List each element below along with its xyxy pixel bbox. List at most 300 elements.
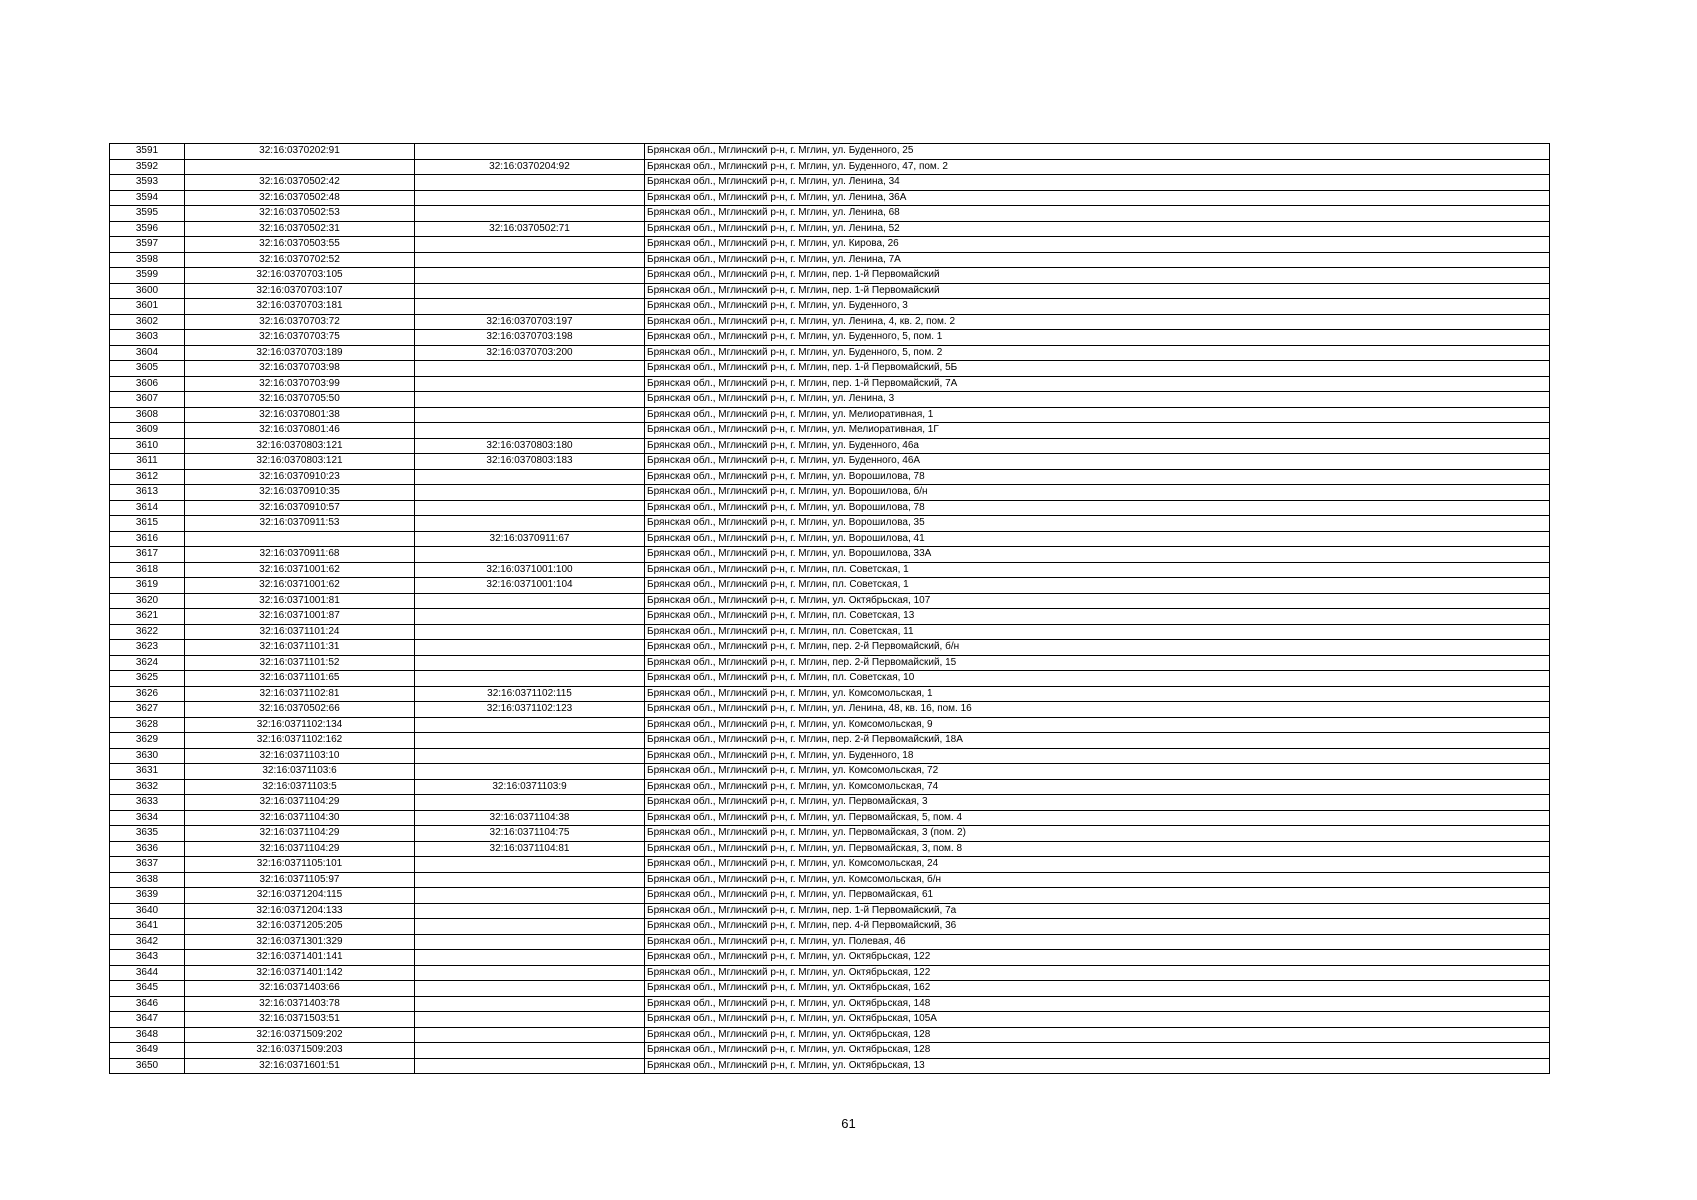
row-number-cell: 3632 <box>110 779 185 795</box>
table-row <box>110 717 1550 733</box>
table-row <box>110 810 1550 826</box>
row-number-cell: 3609 <box>110 423 185 439</box>
table-row <box>110 345 1550 361</box>
cadastral-number-cell: 32:16:0371001:81 <box>185 593 415 609</box>
row-number-cell: 3639 <box>110 888 185 904</box>
building-cadastral-number-cell <box>415 795 645 811</box>
table-row <box>110 1043 1550 1059</box>
address-cell: Брянская обл., Мглинский р-н, г. Мглин, пл. Советская, 1 <box>645 562 1550 578</box>
row-number-cell: 3637 <box>110 857 185 873</box>
cadastral-number-cell: 32:16:0371403:66 <box>185 981 415 997</box>
address-cell: Брянская обл., Мглинский р-н, г. Мглин, ул. Первомайская, 5, пом. 4 <box>645 810 1550 826</box>
building-cadastral-number-cell: 32:16:0371104:38 <box>415 810 645 826</box>
building-cadastral-number-cell <box>415 857 645 873</box>
table-row <box>110 283 1550 299</box>
address-cell: Брянская обл., Мглинский р-н, г. Мглин, пер. 2-й Первомайский, 18А <box>645 733 1550 749</box>
building-cadastral-number-cell: 32:16:0371102:123 <box>415 702 645 718</box>
address-cell: Брянская обл., Мглинский р-н, г. Мглин, ул. Октябрьская, 162 <box>645 981 1550 997</box>
cadastral-number-cell: 32:16:0371103:5 <box>185 779 415 795</box>
row-number-cell: 3625 <box>110 671 185 687</box>
table-row <box>110 314 1550 330</box>
cadastral-number-cell: 32:16:0370910:35 <box>185 485 415 501</box>
building-cadastral-number-cell <box>415 655 645 671</box>
cadastral-number-cell: 32:16:0371103:10 <box>185 748 415 764</box>
building-cadastral-number-cell <box>415 547 645 563</box>
address-cell: Брянская обл., Мглинский р-н, г. Мглин, пл. Советская, 13 <box>645 609 1550 625</box>
row-number-cell: 3643 <box>110 950 185 966</box>
cadastral-number-cell: 32:16:0371101:52 <box>185 655 415 671</box>
cadastral-number-cell: 32:16:0371403:78 <box>185 996 415 1012</box>
building-cadastral-number-cell: 32:16:0370703:200 <box>415 345 645 361</box>
building-cadastral-number-cell <box>415 516 645 532</box>
row-number-cell: 3648 <box>110 1027 185 1043</box>
table-row <box>110 888 1550 904</box>
cadastral-number-cell: 32:16:0370703:75 <box>185 330 415 346</box>
building-cadastral-number-cell <box>415 609 645 625</box>
building-cadastral-number-cell <box>415 981 645 997</box>
row-number-cell: 3612 <box>110 469 185 485</box>
building-cadastral-number-cell <box>415 268 645 284</box>
row-number-cell: 3631 <box>110 764 185 780</box>
table-row <box>110 609 1550 625</box>
row-number-cell: 3638 <box>110 872 185 888</box>
building-cadastral-number-cell: 32:16:0370703:197 <box>415 314 645 330</box>
cadastral-number-cell: 32:16:0371101:65 <box>185 671 415 687</box>
building-cadastral-number-cell: 32:16:0370803:180 <box>415 438 645 454</box>
address-cell: Брянская обл., Мглинский р-н, г. Мглин, ул. Комсомольская, 1 <box>645 686 1550 702</box>
row-number-cell: 3603 <box>110 330 185 346</box>
table-row <box>110 423 1550 439</box>
table-row <box>110 485 1550 501</box>
address-cell: Брянская обл., Мглинский р-н, г. Мглин, ул. Комсомольская, 9 <box>645 717 1550 733</box>
address-cell: Брянская обл., Мглинский р-н, г. Мглин, ул. Буденного, 46А <box>645 454 1550 470</box>
address-cell: Брянская обл., Мглинский р-н, г. Мглин, пер. 1-й Первомайский, 7а <box>645 903 1550 919</box>
building-cadastral-number-cell <box>415 299 645 315</box>
table-row <box>110 686 1550 702</box>
row-number-cell: 3640 <box>110 903 185 919</box>
row-number-cell: 3635 <box>110 826 185 842</box>
cadastral-number-cell: 32:16:0371102:162 <box>185 733 415 749</box>
cadastral-number-cell: 32:16:0371001:62 <box>185 562 415 578</box>
row-number-cell: 3642 <box>110 934 185 950</box>
building-cadastral-number-cell <box>415 671 645 687</box>
row-number-cell: 3608 <box>110 407 185 423</box>
cadastral-number-cell: 32:16:0370703:189 <box>185 345 415 361</box>
table-row <box>110 965 1550 981</box>
address-cell: Брянская обл., Мглинский р-н, г. Мглин, ул. Буденного, 3 <box>645 299 1550 315</box>
building-cadastral-number-cell <box>415 1043 645 1059</box>
building-cadastral-number-cell: 32:16:0371103:9 <box>415 779 645 795</box>
cadastral-number-cell: 32:16:0370911:53 <box>185 516 415 532</box>
row-number-cell: 3644 <box>110 965 185 981</box>
address-cell: Брянская обл., Мглинский р-н, г. Мглин, ул. Октябрьская, 105А <box>645 1012 1550 1028</box>
table-row <box>110 950 1550 966</box>
cadastral-number-cell: 32:16:0371401:141 <box>185 950 415 966</box>
address-cell: Брянская обл., Мглинский р-н, г. Мглин, ул. Октябрьская, 128 <box>645 1043 1550 1059</box>
address-cell: Брянская обл., Мглинский р-н, г. Мглин, ул. Буденного, 25 <box>645 144 1550 160</box>
cadastral-number-cell: 32:16:0371103:6 <box>185 764 415 780</box>
table-row <box>110 578 1550 594</box>
row-number-cell: 3649 <box>110 1043 185 1059</box>
cadastral-number-cell: 32:16:0371101:31 <box>185 640 415 656</box>
row-number-cell: 3599 <box>110 268 185 284</box>
building-cadastral-number-cell <box>415 407 645 423</box>
building-cadastral-number-cell <box>415 190 645 206</box>
cadastral-number-cell: 32:16:0371104:29 <box>185 795 415 811</box>
table-row <box>110 841 1550 857</box>
cadastral-number-cell: 32:16:0370703:105 <box>185 268 415 284</box>
table-row <box>110 144 1550 160</box>
row-number-cell: 3601 <box>110 299 185 315</box>
address-cell: Брянская обл., Мглинский р-н, г. Мглин, ул. Ворошилова, 78 <box>645 469 1550 485</box>
address-cell: Брянская обл., Мглинский р-н, г. Мглин, ул. Ленина, 52 <box>645 221 1550 237</box>
address-cell: Брянская обл., Мглинский р-н, г. Мглин, пл. Советская, 11 <box>645 624 1550 640</box>
row-number-cell: 3596 <box>110 221 185 237</box>
table-row <box>110 748 1550 764</box>
row-number-cell: 3617 <box>110 547 185 563</box>
building-cadastral-number-cell <box>415 748 645 764</box>
row-number-cell: 3624 <box>110 655 185 671</box>
table-row <box>110 919 1550 935</box>
table-row <box>110 996 1550 1012</box>
building-cadastral-number-cell <box>415 175 645 191</box>
row-number-cell: 3606 <box>110 376 185 392</box>
table-row <box>110 330 1550 346</box>
cadastral-number-cell: 32:16:0371509:203 <box>185 1043 415 1059</box>
cadastral-number-cell: 32:16:0370703:72 <box>185 314 415 330</box>
registry-table <box>109 143 1550 1074</box>
cadastral-number-cell: 32:16:0370703:181 <box>185 299 415 315</box>
table-row <box>110 702 1550 718</box>
building-cadastral-number-cell <box>415 283 645 299</box>
cadastral-number-cell: 32:16:0371105:97 <box>185 872 415 888</box>
table-row <box>110 299 1550 315</box>
row-number-cell: 3605 <box>110 361 185 377</box>
address-cell: Брянская обл., Мглинский р-н, г. Мглин, пер. 4-й Первомайский, 36 <box>645 919 1550 935</box>
row-number-cell: 3618 <box>110 562 185 578</box>
row-number-cell: 3620 <box>110 593 185 609</box>
row-number-cell: 3597 <box>110 237 185 253</box>
address-cell: Брянская обл., Мглинский р-н, г. Мглин, ул. Комсомольская, б/н <box>645 872 1550 888</box>
table-row <box>110 438 1550 454</box>
address-cell: Брянская обл., Мглинский р-н, г. Мглин, пер. 1-й Первомайский <box>645 283 1550 299</box>
row-number-cell: 3591 <box>110 144 185 160</box>
cadastral-number-cell: 32:16:0371104:29 <box>185 841 415 857</box>
building-cadastral-number-cell <box>415 144 645 160</box>
cadastral-number-cell: 32:16:0370502:31 <box>185 221 415 237</box>
cadastral-number-cell: 32:16:0371301:329 <box>185 934 415 950</box>
row-number-cell: 3636 <box>110 841 185 857</box>
row-number-cell: 3613 <box>110 485 185 501</box>
address-cell: Брянская обл., Мглинский р-н, г. Мглин, пл. Советская, 1 <box>645 578 1550 594</box>
address-cell: Брянская обл., Мглинский р-н, г. Мглин, ул. Буденного, 46а <box>645 438 1550 454</box>
address-cell: Брянская обл., Мглинский р-н, г. Мглин, ул. Ворошилова, 35 <box>645 516 1550 532</box>
table-row <box>110 159 1550 175</box>
table-row <box>110 454 1550 470</box>
building-cadastral-number-cell <box>415 934 645 950</box>
building-cadastral-number-cell: 32:16:0371102:115 <box>415 686 645 702</box>
table-row <box>110 221 1550 237</box>
row-number-cell: 3611 <box>110 454 185 470</box>
address-cell: Брянская обл., Мглинский р-н, г. Мглин, ул. Буденного, 5, пом. 2 <box>645 345 1550 361</box>
table-row <box>110 562 1550 578</box>
cadastral-number-cell: 32:16:0370911:68 <box>185 547 415 563</box>
address-cell: Брянская обл., Мглинский р-н, г. Мглин, ул. Ворошилова, 41 <box>645 531 1550 547</box>
table-row <box>110 376 1550 392</box>
table-row <box>110 206 1550 222</box>
address-cell: Брянская обл., Мглинский р-н, г. Мглин, ул. Октябрьская, 128 <box>645 1027 1550 1043</box>
table-row <box>110 671 1550 687</box>
address-cell: Брянская обл., Мглинский р-н, г. Мглин, ул. Буденного, 18 <box>645 748 1550 764</box>
cadastral-number-cell: 32:16:0370702:52 <box>185 252 415 268</box>
table-row <box>110 826 1550 842</box>
row-number-cell: 3595 <box>110 206 185 222</box>
address-cell: Брянская обл., Мглинский р-н, г. Мглин, ул. Ленина, 68 <box>645 206 1550 222</box>
address-cell: Брянская обл., Мглинский р-н, г. Мглин, ул. Октябрьская, 13 <box>645 1058 1550 1074</box>
building-cadastral-number-cell: 32:16:0370703:198 <box>415 330 645 346</box>
cadastral-number-cell: 32:16:0371204:115 <box>185 888 415 904</box>
cadastral-number-cell: 32:16:0371205:205 <box>185 919 415 935</box>
building-cadastral-number-cell <box>415 733 645 749</box>
address-cell: Брянская обл., Мглинский р-н, г. Мглин, ул. Первомайская, 3 (пом. 2) <box>645 826 1550 842</box>
building-cadastral-number-cell: 32:16:0370803:183 <box>415 454 645 470</box>
cadastral-number-cell: 32:16:0370803:121 <box>185 454 415 470</box>
row-number-cell: 3593 <box>110 175 185 191</box>
row-number-cell: 3641 <box>110 919 185 935</box>
row-number-cell: 3630 <box>110 748 185 764</box>
address-cell: Брянская обл., Мглинский р-н, г. Мглин, пер. 1-й Первомайский, 5Б <box>645 361 1550 377</box>
address-cell: Брянская обл., Мглинский р-н, г. Мглин, ул. Комсомольская, 74 <box>645 779 1550 795</box>
row-number-cell: 3626 <box>110 686 185 702</box>
building-cadastral-number-cell <box>415 996 645 1012</box>
cadastral-number-cell: 32:16:0370801:46 <box>185 423 415 439</box>
row-number-cell: 3634 <box>110 810 185 826</box>
row-number-cell: 3619 <box>110 578 185 594</box>
cadastral-number-cell: 32:16:0370502:42 <box>185 175 415 191</box>
table-row <box>110 237 1550 253</box>
row-number-cell: 3610 <box>110 438 185 454</box>
building-cadastral-number-cell: 32:16:0371001:100 <box>415 562 645 578</box>
building-cadastral-number-cell <box>415 500 645 516</box>
table-row <box>110 624 1550 640</box>
cadastral-number-cell: 32:16:0370910:57 <box>185 500 415 516</box>
building-cadastral-number-cell: 32:16:0370204:92 <box>415 159 645 175</box>
address-cell: Брянская обл., Мглинский р-н, г. Мглин, пер. 1-й Первомайский, 7А <box>645 376 1550 392</box>
cadastral-number-cell: 32:16:0370502:53 <box>185 206 415 222</box>
table-row <box>110 516 1550 532</box>
building-cadastral-number-cell <box>415 593 645 609</box>
address-cell: Брянская обл., Мглинский р-н, г. Мглин, ул. Первомайская, 61 <box>645 888 1550 904</box>
building-cadastral-number-cell <box>415 888 645 904</box>
address-cell: Брянская обл., Мглинский р-н, г. Мглин, ул. Ленина, 34 <box>645 175 1550 191</box>
cadastral-number-cell: 32:16:0370502:66 <box>185 702 415 718</box>
table-row <box>110 593 1550 609</box>
cadastral-number-cell: 32:16:0371102:81 <box>185 686 415 702</box>
row-number-cell: 3629 <box>110 733 185 749</box>
building-cadastral-number-cell <box>415 1058 645 1074</box>
row-number-cell: 3615 <box>110 516 185 532</box>
row-number-cell: 3602 <box>110 314 185 330</box>
table-row <box>110 469 1550 485</box>
cadastral-number-cell: 32:16:0370803:121 <box>185 438 415 454</box>
table-row <box>110 392 1550 408</box>
row-number-cell: 3592 <box>110 159 185 175</box>
row-number-cell: 3594 <box>110 190 185 206</box>
table-row <box>110 655 1550 671</box>
table-row <box>110 190 1550 206</box>
table-row <box>110 779 1550 795</box>
table-row <box>110 903 1550 919</box>
table-row <box>110 531 1550 547</box>
building-cadastral-number-cell <box>415 1027 645 1043</box>
registry-table-body <box>110 144 1550 1074</box>
building-cadastral-number-cell <box>415 717 645 733</box>
building-cadastral-number-cell <box>415 423 645 439</box>
building-cadastral-number-cell <box>415 965 645 981</box>
table-row <box>110 733 1550 749</box>
cadastral-number-cell <box>185 531 415 547</box>
address-cell: Брянская обл., Мглинский р-н, г. Мглин, ул. Буденного, 47, пом. 2 <box>645 159 1550 175</box>
table-row <box>110 1058 1550 1074</box>
address-cell: Брянская обл., Мглинский р-н, г. Мглин, ул. Октябрьская, 122 <box>645 950 1550 966</box>
building-cadastral-number-cell: 32:16:0371104:75 <box>415 826 645 842</box>
cadastral-number-cell: 32:16:0370703:99 <box>185 376 415 392</box>
building-cadastral-number-cell <box>415 903 645 919</box>
table-row <box>110 268 1550 284</box>
table-row <box>110 764 1550 780</box>
cadastral-number-cell: 32:16:0371001:62 <box>185 578 415 594</box>
address-cell: Брянская обл., Мглинский р-н, г. Мглин, ул. Мелиоративная, 1 <box>645 407 1550 423</box>
address-cell: Брянская обл., Мглинский р-н, г. Мглин, ул. Мелиоративная, 1Г <box>645 423 1550 439</box>
address-cell: Брянская обл., Мглинский р-н, г. Мглин, ул. Буденного, 5, пом. 1 <box>645 330 1550 346</box>
address-cell: Брянская обл., Мглинский р-н, г. Мглин, ул. Ленина, 3 <box>645 392 1550 408</box>
building-cadastral-number-cell <box>415 872 645 888</box>
address-cell: Брянская обл., Мглинский р-н, г. Мглин, ул. Комсомольская, 72 <box>645 764 1550 780</box>
building-cadastral-number-cell <box>415 1012 645 1028</box>
cadastral-number-cell: 32:16:0370502:48 <box>185 190 415 206</box>
cadastral-number-cell: 32:16:0371104:29 <box>185 826 415 842</box>
cadastral-number-cell: 32:16:0371104:30 <box>185 810 415 826</box>
cadastral-number-cell: 32:16:0371503:51 <box>185 1012 415 1028</box>
table-row <box>110 407 1550 423</box>
address-cell: Брянская обл., Мглинский р-н, г. Мглин, ул. Ленина, 48, кв. 16, пом. 16 <box>645 702 1550 718</box>
cadastral-number-cell: 32:16:0371601:51 <box>185 1058 415 1074</box>
building-cadastral-number-cell: 32:16:0371001:104 <box>415 578 645 594</box>
building-cadastral-number-cell <box>415 764 645 780</box>
row-number-cell: 3628 <box>110 717 185 733</box>
cadastral-number-cell: 32:16:0370503:55 <box>185 237 415 253</box>
building-cadastral-number-cell: 32:16:0371104:81 <box>415 841 645 857</box>
building-cadastral-number-cell <box>415 640 645 656</box>
row-number-cell: 3646 <box>110 996 185 1012</box>
building-cadastral-number-cell <box>415 206 645 222</box>
building-cadastral-number-cell <box>415 919 645 935</box>
building-cadastral-number-cell <box>415 469 645 485</box>
address-cell: Брянская обл., Мглинский р-н, г. Мглин, ул. Комсомольская, 24 <box>645 857 1550 873</box>
cadastral-number-cell: 32:16:0371401:142 <box>185 965 415 981</box>
cadastral-number-cell: 32:16:0371001:87 <box>185 609 415 625</box>
table-row <box>110 252 1550 268</box>
address-cell: Брянская обл., Мглинский р-н, г. Мглин, пер. 1-й Первомайский <box>645 268 1550 284</box>
table-row <box>110 981 1550 997</box>
row-number-cell: 3598 <box>110 252 185 268</box>
cadastral-number-cell: 32:16:0370801:38 <box>185 407 415 423</box>
cadastral-number-cell: 32:16:0371509:202 <box>185 1027 415 1043</box>
row-number-cell: 3621 <box>110 609 185 625</box>
building-cadastral-number-cell: 32:16:0370911:67 <box>415 531 645 547</box>
building-cadastral-number-cell: 32:16:0370502:71 <box>415 221 645 237</box>
cadastral-number-cell: 32:16:0370703:107 <box>185 283 415 299</box>
table-row <box>110 934 1550 950</box>
row-number-cell: 3622 <box>110 624 185 640</box>
table-row <box>110 872 1550 888</box>
address-cell: Брянская обл., Мглинский р-н, г. Мглин, ул. Октябрьская, 107 <box>645 593 1550 609</box>
table-row <box>110 361 1550 377</box>
address-cell: Брянская обл., Мглинский р-н, г. Мглин, ул. Первомайская, 3, пом. 8 <box>645 841 1550 857</box>
table-row <box>110 1012 1550 1028</box>
cadastral-number-cell: 32:16:0370703:98 <box>185 361 415 377</box>
row-number-cell: 3614 <box>110 500 185 516</box>
address-cell: Брянская обл., Мглинский р-н, г. Мглин, ул. Ленина, 36А <box>645 190 1550 206</box>
address-cell: Брянская обл., Мглинский р-н, г. Мглин, ул. Ленина, 7А <box>645 252 1550 268</box>
table-row <box>110 857 1550 873</box>
address-cell: Брянская обл., Мглинский р-н, г. Мглин, ул. Ворошилова, б/н <box>645 485 1550 501</box>
address-cell: Брянская обл., Мглинский р-н, г. Мглин, ул. Ворошилова, 33А <box>645 547 1550 563</box>
cadastral-number-cell: 32:16:0371101:24 <box>185 624 415 640</box>
building-cadastral-number-cell <box>415 252 645 268</box>
address-cell: Брянская обл., Мглинский р-н, г. Мглин, ул. Октябрьская, 148 <box>645 996 1550 1012</box>
address-cell: Брянская обл., Мглинский р-н, г. Мглин, ул. Кирова, 26 <box>645 237 1550 253</box>
cadastral-number-cell: 32:16:0370910:23 <box>185 469 415 485</box>
table-row <box>110 547 1550 563</box>
row-number-cell: 3645 <box>110 981 185 997</box>
address-cell: Брянская обл., Мглинский р-н, г. Мглин, ул. Октябрьская, 122 <box>645 965 1550 981</box>
cadastral-number-cell: 32:16:0371204:133 <box>185 903 415 919</box>
address-cell: Брянская обл., Мглинский р-н, г. Мглин, пер. 2-й Первомайский, 15 <box>645 655 1550 671</box>
cadastral-number-cell: 32:16:0370202:91 <box>185 144 415 160</box>
table-row <box>110 175 1550 191</box>
row-number-cell: 3607 <box>110 392 185 408</box>
table-row <box>110 795 1550 811</box>
building-cadastral-number-cell <box>415 361 645 377</box>
cadastral-number-cell: 32:16:0371102:134 <box>185 717 415 733</box>
address-cell: Брянская обл., Мглинский р-н, г. Мглин, ул. Ворошилова, 78 <box>645 500 1550 516</box>
row-number-cell: 3627 <box>110 702 185 718</box>
row-number-cell: 3616 <box>110 531 185 547</box>
address-cell: Брянская обл., Мглинский р-н, г. Мглин, ул. Полевая, 46 <box>645 934 1550 950</box>
address-cell: Брянская обл., Мглинский р-н, г. Мглин, ул. Ленина, 4, кв. 2, пом. 2 <box>645 314 1550 330</box>
cadastral-number-cell <box>185 159 415 175</box>
cadastral-number-cell: 32:16:0371105:101 <box>185 857 415 873</box>
table-row <box>110 1027 1550 1043</box>
building-cadastral-number-cell <box>415 950 645 966</box>
row-number-cell: 3633 <box>110 795 185 811</box>
building-cadastral-number-cell <box>415 485 645 501</box>
building-cadastral-number-cell <box>415 392 645 408</box>
row-number-cell: 3604 <box>110 345 185 361</box>
building-cadastral-number-cell <box>415 237 645 253</box>
address-cell: Брянская обл., Мглинский р-н, г. Мглин, ул. Первомайская, 3 <box>645 795 1550 811</box>
address-cell: Брянская обл., Мглинский р-н, г. Мглин, пл. Советская, 10 <box>645 671 1550 687</box>
row-number-cell: 3650 <box>110 1058 185 1074</box>
cadastral-number-cell: 32:16:0370705:50 <box>185 392 415 408</box>
building-cadastral-number-cell <box>415 624 645 640</box>
row-number-cell: 3600 <box>110 283 185 299</box>
building-cadastral-number-cell <box>415 376 645 392</box>
page-number: 61 <box>841 1116 856 1131</box>
row-number-cell: 3623 <box>110 640 185 656</box>
address-cell: Брянская обл., Мглинский р-н, г. Мглин, пер. 2-й Первомайский, б/н <box>645 640 1550 656</box>
